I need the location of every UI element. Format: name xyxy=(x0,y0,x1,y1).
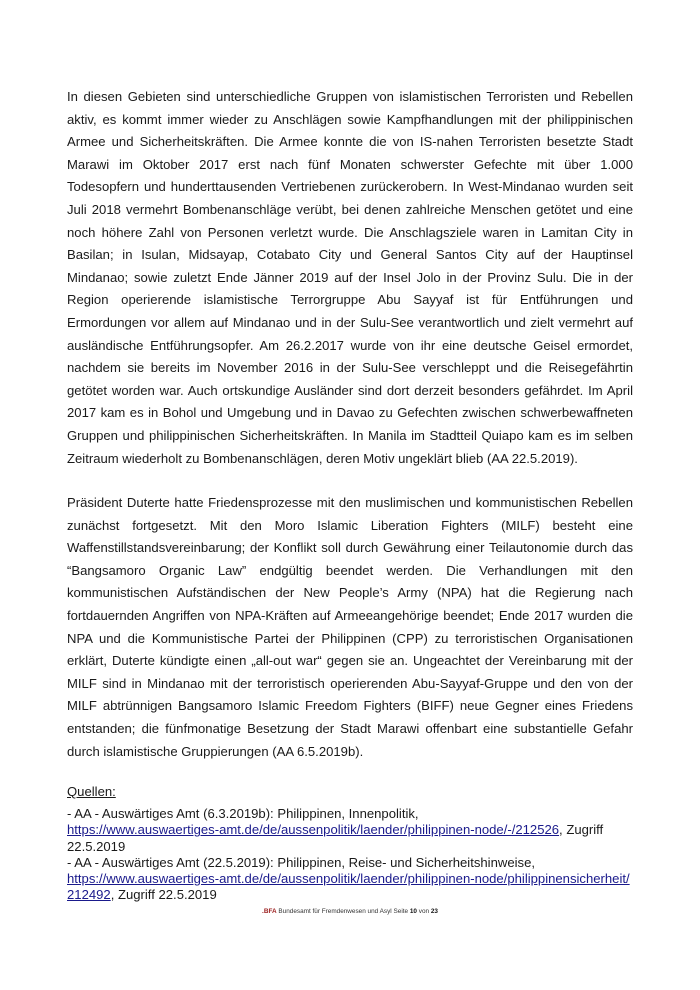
sources-title: Quellen: xyxy=(67,784,116,800)
paragraph-peace-process: Präsident Duterte hatte Friedensprozesse mit den muslimischen und kommunistischen Rebellen zunächst fortgesetzt. Mit den Moro Islamic Liberation Fighters (MILF) besteht eine Waffenstillstandsvereinbarung; der Konflikt soll durch Gewährung einer Teilautonomie durch das “Bangsamoro Organic Law” endgültig beendet werden. Die Verhandlungen mit den kommunistischen Aufständischen der New People’s Army (NPA) hat die Regierung nach fortdauernden Angriffen von NPA-Kräften auf Armeeangehörige beendet; Ende 2017 wurden die NPA und die Kommunistische Partei der Philippinen (CPP) zu terroristischen Organisationen erklärt, Duterte kündigte einen „all-out war“ gegen sie an. Ungeachtet der Vereinbarung mit der MILF sind in Mindanao mit der terroristisch operierenden Abu-Sayyaf-Gruppe und den von der MILF abtrünnigen Bangsamoro Islamic Freedom Fighters (BIFF) neue Gegner eines Friedens entstanden; die fünfmonatige Besetzung der Stadt Marawi offenbart eine substantielle Gefahr durch islamistische Gruppierungen (AA 6.5.2019b). xyxy=(67,495,633,759)
footer-page-current: 10 xyxy=(409,908,417,915)
footer-page-label: Seite xyxy=(393,908,409,915)
source-citation: - AA - Auswärtiges Amt (6.3.2019b): Philippinen, Innenpolitik, xyxy=(67,806,419,822)
footer-page-total: 23 xyxy=(430,908,438,915)
source-access-date: , Zugriff 22.5.2019 xyxy=(110,887,217,903)
document-page xyxy=(67,86,633,903)
source-citation: - AA - Auswärtiges Amt (22.5.2019): Philippinen, Reise- und Sicherheitshinweise, xyxy=(67,854,535,870)
footer-org-name: Bundesamt für Fremdenwesen und Asyl xyxy=(278,908,392,915)
source-entry xyxy=(67,806,633,855)
bfa-logo: .BFA xyxy=(262,908,277,915)
paragraph-security-situation: In diesen Gebieten sind unterschiedliche Gruppen von islamistischen Terroristen und Rebellen aktiv, es kommt immer wieder zu Anschlägen sowie Kampfhandlungen mit der philippinischen Armee und Sicherheitskräften. Die Armee konnte die von IS-nahen Terroristen besetzte Stadt Marawi im Oktober 2017 erst nach fünf Monaten schwerster Gefechte mit über 1.000 Todesopfern und hunderttausenden Vertriebenen zurückerobern. In West-Mindanao wurden seit Juli 2018 vermehrt Bombenanschläge verübt, bei denen zahlreiche Menschen getötet und eine noch höhere Zahl von Personen verletzt wurde. Die Anschlagsziele waren in Lamitan City in Basilan; in Isulan, Midsayap, Cotabato City und General Santos City auf der Hauptinsel Mindanao; sowie zuletzt Ende Jänner 2019 auf der Insel Jolo in der Provinz Sulu. Die in der Region operierende islamistische Terrorgruppe Abu Sayyaf ist für Entführungen und Ermordungen vor allem auf Mindanao und in der Sulu-See verantwortlich und zielt vermehrt auf ausländische Entführungsopfer. Am 26.2.2017 wurde von ihr eine deutsche Geisel ermordet, nachdem sie bereits im November 2016 in der Sulu-See verschleppt und die Reisegefährtin getötet worden war. Auch ortskundige Ausländer sind dort derzeit besonders gefährdet. Im April 2017 kam es in Bohol und Umgebung und in Davao zu Gefechten zwischen schwerbewaffneten Gruppen und philippinischen Sicherheitskräften. In Manila im Stadtteil Quiapo kam es im selben Zeitraum wiederholt zu Bombenanschlägen, deren Motiv ungeklärt blieb (AA 22.5.2019). xyxy=(67,89,633,466)
source-entry xyxy=(67,855,633,904)
page-footer xyxy=(0,908,700,915)
source-access-date: , Zugriff 22.5.2019 xyxy=(67,822,604,854)
source-link[interactable]: https://www.auswaertiges-amt.de/de/aussenpolitik/laender/philippinen-node/-/212526 xyxy=(67,822,560,838)
source-link[interactable]: https://www.auswaertiges-amt.de/de/aussenpolitik/laender/philippinen-node/philippinensicherheit/212492 xyxy=(67,871,630,903)
footer-page-sep: von xyxy=(418,908,430,915)
sources-section xyxy=(67,781,633,903)
